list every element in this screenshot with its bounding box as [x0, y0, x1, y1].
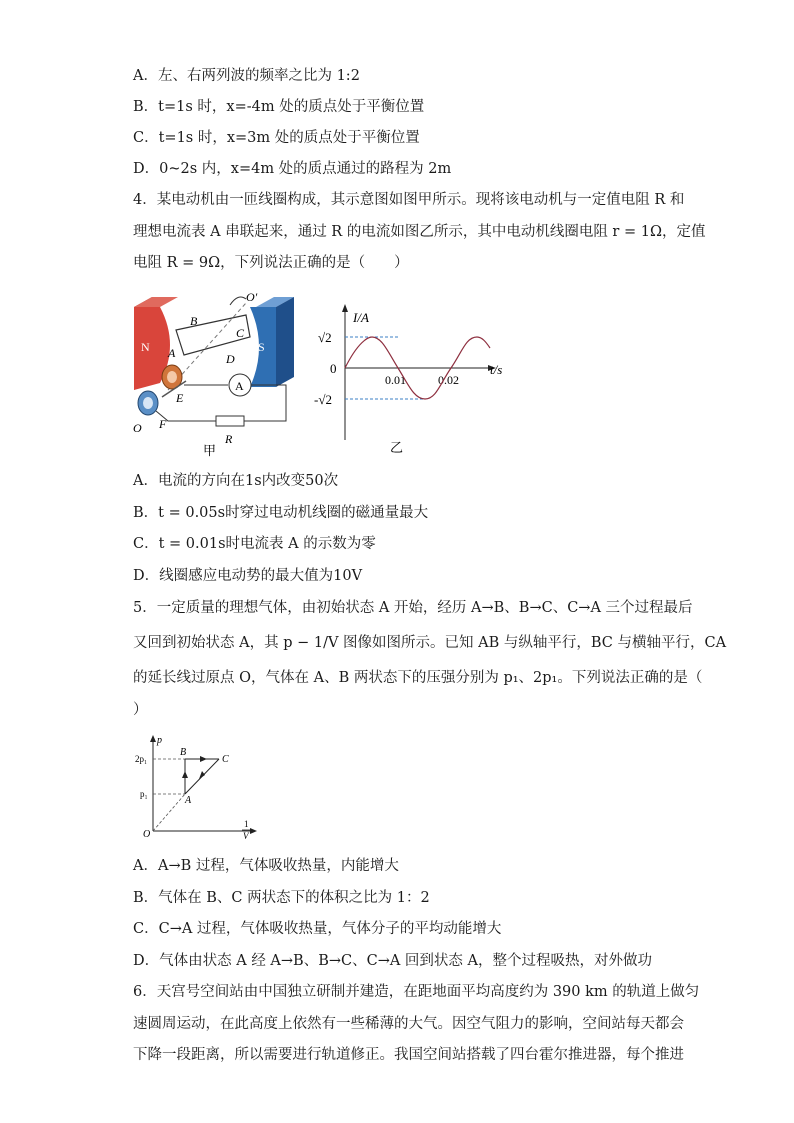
- p-inverse-v-graph: [135, 733, 270, 843]
- dashed-extension-ca: [153, 794, 185, 831]
- label-f: F: [159, 417, 167, 431]
- q5-option-d: D．气体由状态 A 经 A→B、B→C、C→A 回到状态 A，整个过程吸热，对外做功: [133, 953, 653, 969]
- origin-o: O: [143, 829, 151, 840]
- x-axis-label: t/s: [490, 362, 503, 377]
- q4-stem-line-1: 4．某电动机由一匝线圈构成，其示意图如图甲所示。现将该电动机与一定值电阻 R 和: [133, 192, 685, 208]
- y-tick-bottom: -√2: [314, 392, 332, 407]
- q4-option-a: A．电流的方向在1s内改变50次: [133, 473, 339, 489]
- label-r: R: [225, 432, 233, 446]
- point-b: B: [180, 747, 187, 758]
- x-tick-0-02: 0.02: [438, 373, 459, 387]
- resistor-r: [216, 416, 244, 426]
- label-a: A: [168, 346, 176, 360]
- arrow-ca: [199, 771, 205, 779]
- q6-stem-line-2: 速圆周运动，在此高度上依然有一些稀薄的大气。因空气阻力的影响，空间站每天都会: [133, 1016, 684, 1032]
- point-a: A: [185, 795, 192, 806]
- q5-option-a: A．A→B 过程，气体吸收热量，内能增大: [133, 858, 399, 874]
- q4-option-c: C．t = 0.01s时电流表 A 的示数为零: [133, 536, 376, 552]
- label-o: O: [133, 421, 142, 435]
- slip-ring-e-inner: [167, 371, 177, 383]
- wire-right: [244, 385, 286, 421]
- q3-option-b: B．t=1s 时，x=-4m 处的质点处于平衡位置: [133, 99, 425, 115]
- ammeter-label: A: [235, 379, 244, 393]
- y-axis-label: I/A: [353, 310, 369, 325]
- q5-stem-line-2: 又回到初始状态 A，其 p − 1/V 图像如图所示。已知 AB 与纵轴平行，BC 与横轴平行，CA: [133, 635, 727, 651]
- s-magnet-side: [276, 297, 294, 387]
- figure-caption-jia: 甲: [203, 443, 217, 458]
- inv-v-numerator: 1: [244, 819, 249, 829]
- n-magnet-top: [134, 297, 178, 307]
- q5-stem-line-3: 的延长线过原点 O，气体在 A、B 两状态下的压强分别为 p₁、2p₁。下列说法正确的是（: [133, 670, 703, 686]
- n-label: N: [141, 340, 150, 354]
- origin-label: 0: [330, 361, 337, 376]
- inv-v-axis-arrow: [250, 828, 257, 834]
- y-tick-top: √2: [318, 330, 332, 345]
- x-tick-0-01: 0.01: [385, 373, 406, 387]
- q5-option-b: B．气体在 B、C 两状态下的体积之比为 1：2: [133, 890, 430, 906]
- label-d: D: [226, 352, 235, 366]
- rotation-arrow: [230, 297, 246, 305]
- q4-option-d: D．线圈感应电动势的最大值为10V: [133, 568, 363, 584]
- label-b: B: [190, 314, 198, 328]
- motor-diagram: [128, 285, 308, 460]
- q6-stem-line-3: 下降一段距离，所以需要进行轨道修正。我国空间站搭载了四台霍尔推进器，每个推进: [133, 1047, 684, 1063]
- q4-stem-line-2: 理想电流表 A 串联起来，通过 R 的电流如图乙所示，其中电动机线圈电阻 r = 1Ω，定值: [133, 224, 706, 240]
- q3-option-c: C．t=1s 时，x=3m 处的质点处于平衡位置: [133, 130, 420, 146]
- q5-stem-line-4: ）: [133, 702, 148, 718]
- q5-stem-line-1: 5．一定质量的理想气体，由初始状态 A 开始，经历 A→B、B→C、C→A 三个过程最后: [133, 600, 693, 616]
- s-label: S: [258, 340, 265, 354]
- label-e: E: [176, 391, 184, 405]
- q5-option-c: C．C→A 过程，气体吸收热量，气体分子的平均动能增大: [133, 921, 502, 937]
- tick-p1: p₁: [140, 789, 148, 799]
- q4-option-b: B．t = 0.05s时穿过电动机线圈的磁通量最大: [133, 505, 429, 521]
- label-c: C: [236, 326, 245, 340]
- point-c: C: [222, 754, 229, 765]
- y-axis-arrow: [342, 304, 348, 312]
- figure-caption-yi: 乙: [390, 440, 404, 455]
- current-time-graph: [310, 300, 510, 460]
- inv-v-denominator: V: [243, 831, 249, 841]
- p-axis-label: p: [157, 735, 162, 746]
- label-o-prime: O′: [246, 290, 258, 304]
- q3-option-d: D．0~2s 内，x=4m 处的质点通过的路程为 2m: [133, 161, 452, 177]
- q4-stem-line-3: 电阻 R = 9Ω，下列说法正确的是（ ）: [133, 255, 409, 271]
- slip-ring-f-inner: [143, 397, 153, 409]
- arrow-bc: [200, 756, 207, 762]
- q6-stem-line-1: 6．天宫号空间站由中国独立研制并建造，在距地面平均高度约为 390 km 的轨道上做匀: [133, 984, 700, 1000]
- p-axis-arrow: [150, 735, 156, 742]
- q3-option-a: A．左、右两列波的频率之比为 1:2: [133, 68, 360, 84]
- tick-2p1: 2p₁: [135, 754, 148, 764]
- arrow-ab: [182, 771, 188, 778]
